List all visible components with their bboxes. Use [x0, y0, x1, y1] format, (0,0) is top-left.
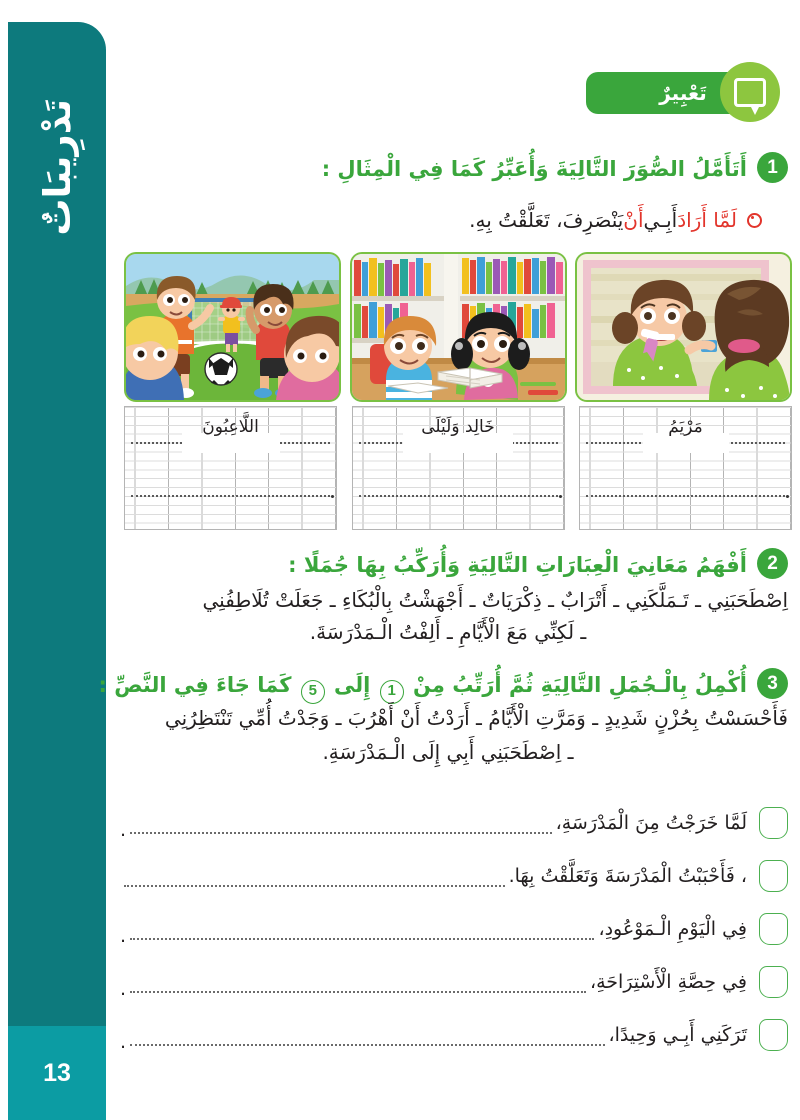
exercise-3-title-after: كَمَا جَاءَ فِي النَّصِّ :	[98, 673, 292, 697]
picture-row	[124, 252, 792, 398]
exercise-1-title: أَتَأَمَّلُ الصُّوَرَ التَّالِيَةَ وَأُعَبِّرُ كَمَا فِي الْمِثَالِ :	[321, 157, 747, 181]
example-black-2: يَنْصَرِفَ، تَعَلَّقْتُ بِهِ.	[469, 208, 624, 232]
answer-blank[interactable]	[124, 885, 505, 888]
sidebar-stripe	[8, 312, 106, 1026]
picture-card-brushing-teeth	[575, 252, 792, 402]
order-checkbox[interactable]	[759, 860, 788, 892]
writing-grid-players[interactable]	[124, 406, 337, 530]
exercise-2-heading	[288, 548, 788, 582]
exercise-2-line-1: اِصْطَحَبَنِي ـ تَـمَلَّكَنِي ـ أَتْرَابٌ ـ ذِكْرَيَاتٌ ـ أَجْهَشْتُ بِالْبُكَاءِ ـ جَعَلَتْ تُلَاطِفُنِي	[202, 588, 788, 612]
answer-row	[120, 1012, 788, 1057]
exercise-3-title	[99, 668, 747, 704]
section-tab	[8, 22, 106, 312]
exercise-1-number: 1	[757, 152, 788, 183]
picture-card-library	[350, 252, 567, 402]
answer-row	[120, 853, 788, 898]
writing-line	[359, 495, 558, 497]
example-black-1: أَبِـي	[643, 208, 678, 232]
order-start-circle: 1	[380, 680, 404, 704]
writing-grid-maryam[interactable]	[579, 406, 792, 530]
answer-row	[120, 800, 788, 845]
answer-blank[interactable]	[130, 832, 552, 835]
section-tab-label: تَدْرِيبَاتٌ	[35, 98, 79, 236]
answer-text: فِي الْيَوْمِ الْـمَوْعُودِ،	[598, 917, 747, 940]
exercise-2-line-2: ـ لَكِنِّي مَعَ الْأَيَّامِ ـ أَلِفْتُ الْـمَدْرَسَةَ.	[309, 620, 587, 644]
writing-grid-khalid-layla[interactable]	[352, 406, 565, 530]
answer-tail: ، فَأَحْبَبْتُ الْمَدْرَسَةَ وَتَعَلَّقْتُ بِهَا.	[508, 864, 747, 887]
answer-blank[interactable]	[130, 938, 594, 941]
exercise-3-title-before: أُكْمِلُ بِالْـجُمَلِ التَّالِيَةِ ثُمَّ أُرَتِّبُ مِنْ	[413, 673, 747, 697]
answer-row	[120, 906, 788, 951]
section-header	[580, 62, 780, 122]
writing-grid-label: مَرْيَمُ	[668, 417, 703, 437]
answer-period: .	[120, 1031, 127, 1053]
order-checkbox[interactable]	[759, 1019, 788, 1051]
answer-list	[120, 800, 788, 1065]
speech-bubble-icon	[720, 62, 780, 122]
exercise-3-line-2: ـ اِصْطَحَبَنِي أَبِي إِلَى الْـمَدْرَسَةِ.	[322, 740, 574, 764]
exercise-3-title-mid: إِلَى	[334, 673, 371, 697]
writing-grid-label: اللَّاعِبُونَ	[202, 417, 259, 437]
answer-period: .	[120, 925, 127, 947]
order-checkbox[interactable]	[759, 807, 788, 839]
page-number: 13	[43, 1058, 71, 1087]
page-content	[98, 0, 800, 1120]
answer-blank[interactable]	[130, 991, 586, 994]
children-reading-in-library-illustration	[352, 254, 565, 400]
answer-text: فِي حِصَّةِ الْأَسْتِرَاحَةِ،	[589, 970, 747, 993]
writing-grid-row	[124, 406, 792, 530]
children-playing-football-illustration	[126, 254, 339, 400]
answer-period: .	[120, 819, 127, 841]
exercise-2-title: أَفْهَمُ مَعَانِيَ الْعِبَارَاتِ التَّالِيَةِ وَأُرَكِّبُ بِهَا جُمَلًا :	[288, 553, 747, 577]
order-end-circle: 5	[301, 680, 325, 704]
example-red-2: أَنْ	[623, 208, 644, 232]
writing-grid-label: خَالِد وَلَيْلَى	[421, 417, 495, 437]
exercise-2-number: 2	[757, 548, 788, 579]
exercise-1-example	[469, 208, 762, 232]
order-checkbox[interactable]	[759, 913, 788, 945]
exercise-3-line-1: فَأَحْسَسْتُ بِحُزْنٍ شَدِيدٍ ـ وَمَرَّتِ الْأَيَّامُ ـ أَرَدْتُ أَنْ أَهْرُبَ ـ وَجَدْتُ أُمِّي تَنْتَظِرُنِي	[164, 706, 788, 730]
exercise-1-heading	[322, 152, 788, 186]
exercise-3-heading	[99, 668, 788, 704]
writing-line	[131, 495, 330, 497]
page-number-box	[8, 1026, 106, 1120]
bullet-icon	[747, 213, 762, 228]
answer-text: لَمَّا خَرَجْتُ مِنَ الْمَدْرَسَةِ،	[555, 811, 747, 834]
answer-row	[120, 959, 788, 1004]
answer-period: .	[120, 978, 127, 1000]
exercise-3-number: 3	[757, 668, 788, 699]
example-red-1: لَمَّا أَرَادَ	[677, 208, 737, 232]
answer-text: تَرَكَنِي أَبِـي وَحِيدًا،	[608, 1023, 747, 1046]
picture-card-football	[124, 252, 341, 402]
section-header-label: تَعْبِيرٌ	[659, 81, 707, 105]
answer-blank[interactable]	[130, 1044, 604, 1047]
writing-line	[586, 495, 785, 497]
girl-brushing-teeth-mirror-illustration	[577, 254, 790, 400]
order-checkbox[interactable]	[759, 966, 788, 998]
